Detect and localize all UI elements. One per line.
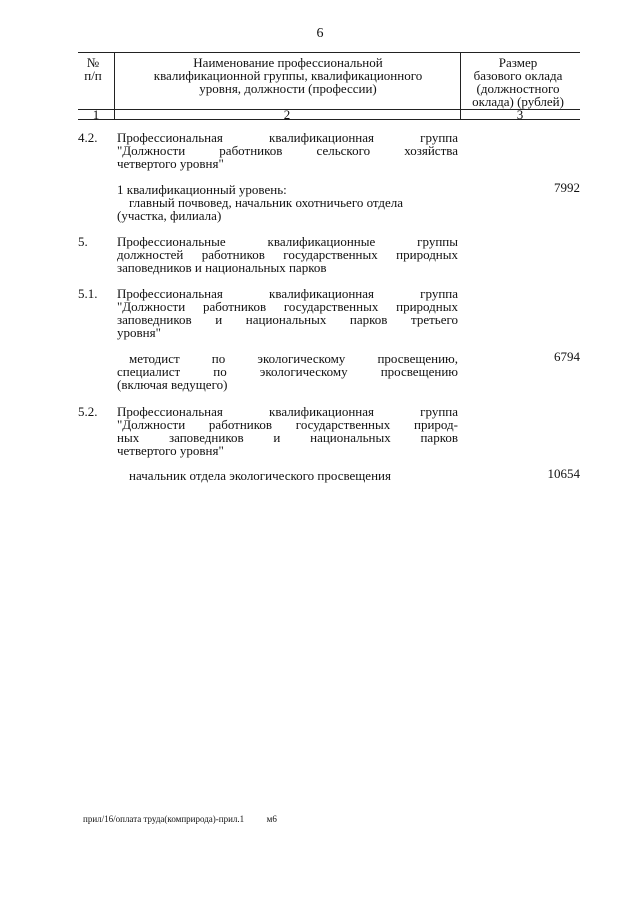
row-text xyxy=(117,235,458,274)
row-text-line: ных заповедников и национальных парков xyxy=(117,430,458,445)
row-text-line: 1 квалификационный уровень: xyxy=(117,182,287,197)
header-col-name-line: квалификационной группы, квалификационного xyxy=(153,68,423,83)
row-text-line: четвертого уровня" xyxy=(117,443,224,458)
header-col-salary-line: оклада) (рублей) xyxy=(472,94,564,109)
row-text-line: (включая ведущего) xyxy=(117,377,228,392)
index-col-1: 1 xyxy=(92,107,100,122)
row-text xyxy=(117,209,458,222)
row-text-line: Профессиональная квалификационная группа xyxy=(117,286,458,301)
row-text-line: "Должности работников государственных природных xyxy=(117,299,458,314)
header-col-salary-line: базового оклада xyxy=(473,68,563,83)
row-text-line: "Должности работников государственных природ- xyxy=(117,417,458,432)
row-text xyxy=(129,469,458,482)
row-text xyxy=(117,287,458,339)
header-col-salary-line: (должностного xyxy=(476,81,560,96)
row-text-line: Профессиональная квалификационная группа xyxy=(117,404,458,419)
salary-value: 6794 xyxy=(554,349,580,364)
row-text-line: Профессиональные квалификационные группы xyxy=(117,234,458,249)
row-number: 5.1. xyxy=(78,286,98,301)
header-col-number xyxy=(78,56,108,82)
row-text-line: специалист по экологическому просвещению xyxy=(117,364,458,379)
row-text-line: главный почвовед, начальник охотничьего отдела xyxy=(129,195,404,210)
header-col-name xyxy=(122,56,454,95)
row-text-line: (участка, филиала) xyxy=(117,208,222,223)
table-top-rule xyxy=(78,52,580,53)
row-text-line: методист по экологическому просвещению, xyxy=(129,351,458,366)
row-text-line: Профессиональная квалификационная группа xyxy=(117,130,458,145)
salary-value: 7992 xyxy=(554,180,580,195)
row-text-line: уровня" xyxy=(117,325,161,340)
index-col-3: 3 xyxy=(516,107,524,122)
row-text-line: должностей работников государственных природных xyxy=(117,247,458,262)
row-number: 5. xyxy=(78,234,88,249)
header-col-salary xyxy=(462,56,574,108)
row-text-line: "Должности работников сельского хозяйства xyxy=(117,143,458,158)
header-col-salary-line: Размер xyxy=(498,55,538,70)
header-col-number-line: п/п xyxy=(84,68,102,83)
index-col-2: 2 xyxy=(283,107,291,122)
salary-value: 10654 xyxy=(547,466,580,481)
header-col-number-line: № xyxy=(86,55,100,70)
row-text-line: четвертого уровня" xyxy=(117,156,224,171)
row-text-line: заповедников и национальных парков xyxy=(117,260,327,275)
header-col-name-line: Наименование профессиональной xyxy=(193,55,383,70)
row-text xyxy=(117,365,458,391)
row-text-line: начальник отдела экологического просвещения xyxy=(129,468,391,483)
row-text xyxy=(117,405,458,457)
row-number: 5.2. xyxy=(78,404,98,419)
page-number: 6 xyxy=(316,26,324,41)
row-text-line: заповедников и национальных парков третьего xyxy=(117,312,458,327)
row-text xyxy=(117,131,458,170)
footer-file-reference: прил/16/оплата труда(комприрода)-прил.1 м6 xyxy=(83,814,277,824)
header-col-name-line: уровня, должности (профессии) xyxy=(199,81,377,96)
row-number: 4.2. xyxy=(78,130,98,145)
